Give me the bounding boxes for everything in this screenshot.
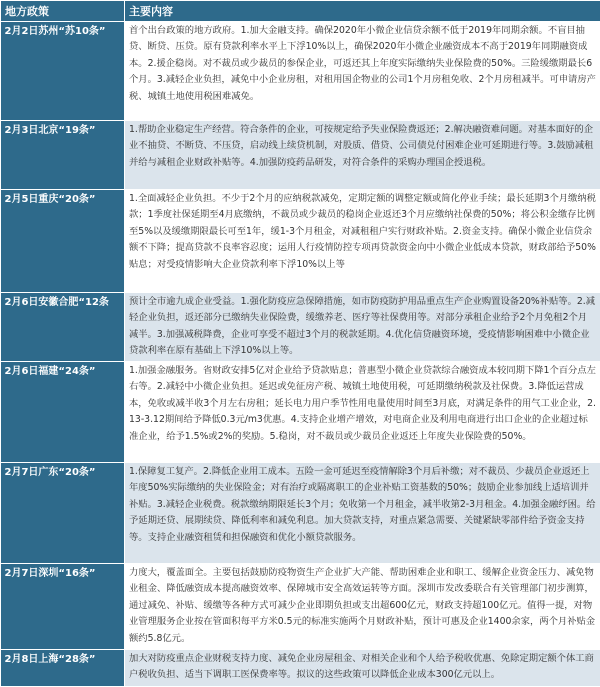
table-row <box>1 564 600 650</box>
table-row <box>1 293 600 362</box>
row-content: 1.全面减轻企业负担。不少于2个月的应纳税款减免，定期定额的调整定额或简化停业手续；最长延期3个月缴纳税款；1季度社保延期至4月底缴纳，不裁员或少裁员的稳岗企业返还3个月应缴纳社保费的50%；将公积金缴存比例至5%以及缓缴期限最长可至1年，缓1-3个月租金，对减租租户实行财政补贴。2.资金支持。确保小微企业信贷余额不下降；提高贷款不良率容忍度；运用人行疫情防控专项再贷款资金向中小微企业低成本贷款，财政部给予50%贴息；对受疫情影响大企业贷款利率下浮10%以上等 <box>125 190 600 293</box>
table-row <box>1 362 600 463</box>
row-region: 2月6日安徽合肥“12条 <box>1 293 125 362</box>
table-header-row <box>1 1 600 22</box>
row-content: 力度大，覆盖面全。主要包括鼓励防疫物资生产企业扩大产能、帮助困难企业和职工、缓解企业资金压力、减免物业租金、降低融资成本提高融资效率、保障城市安全高效运转等方面。深圳市发改委联合有关管理部门初步测算，通过减免、补贴、缓缴等各种方式可减少企业即期负担或支出超600亿元，财政支持超100亿元。值得一提，对物业管理服务企业按在管面积每平方米0.5元的标准实施两个月财政补贴，预计可惠及企业1400余家，两个月补贴金额约5.8亿元。 <box>125 564 600 650</box>
row-content: 1.帮助企业稳定生产经营。符合条件的企业，可按规定给予失业保险费返还；2.解决融资难问题。对基本面好的企业不抽贷、不断贷、不压贷，启动线上续贷机制，对股质、借贷、公司债兑付困难企业可延期进行等。3.鼓励减租并给与减租企业财政补贴等。4.加强防疫药品研发，对符合条件的采购办理国企授退税。 <box>125 121 600 190</box>
row-region: 2月5日重庆“20条” <box>1 190 125 293</box>
header-content: 主要内容 <box>125 1 600 22</box>
header-policy: 地方政策 <box>1 1 125 22</box>
row-content: 1.保障复工复产。2.降低企业用工成本。五险一金可延迟至疫情解除3个月后补缴；对不裁员、少裁员企业返还上年度50%实际缴纳的失业保险金；对有治疗或隔离职工的企业补贴工资基数的50%；鼓励企业参加线上适培训并补贴。3.减轻企业税费。税款缴纳期限延长3个月；免收第一个月租金，减半收第2-3月租金。4.加强金融纾困。给予延期还贷、展期续贷、降低利率和减免利息。加大贷款支持，对重点紧急需要、关键紧缺零部件给予资金支持等。支持企业融资租赁和担保融资和优化小额贷款服务。 <box>125 463 600 564</box>
row-region: 2月6日福建“24条” <box>1 362 125 463</box>
table-row <box>1 190 600 293</box>
row-content: 加大对防疫重点企业财税支持力度、减免企业房屋租金、对相关企业和个人给予税收优惠、免除定期定额个体工商户税收负担、适当下调职工医保费率等。拟议的这些政策可以降低企业成本300亿元以上。 <box>125 650 600 687</box>
table-row <box>1 121 600 190</box>
row-content: 1.加强金融服务。省财政安排5亿对企业给予贷款贴息；普惠型小微企业贷款综合融资成本较同期下降1个百分点左右等。2.减轻中小微企业负担。延迟或免征房产税、城镇土地使用税，可延期缴纳税款及社保费。3.降低运营成本，免收或减半收3个月左右房租；延长电力用户季节性用电量使用时间至3月底，对满足条件的用气工业企业，2.13-3.12期间给予降低0.3元/m3优惠。4.支持企业增产增效，对电商企业及利用电商进行出口企业的企业超过标准企业，给予1.5%或2%的奖励。5.稳岗，对不裁员或少裁员企业返还上年度失业保险费的50%。 <box>125 362 600 463</box>
row-region: 2月8日上海“28条” <box>1 650 125 687</box>
row-region: 2月2日苏州“苏10条” <box>1 22 125 121</box>
table-row <box>1 463 600 564</box>
row-region: 2月7日深圳“16条” <box>1 564 125 650</box>
row-region: 2月3日北京“19条” <box>1 121 125 190</box>
row-region: 2月7日广东“20条” <box>1 463 125 564</box>
table-row <box>1 650 600 687</box>
table-row <box>1 22 600 121</box>
row-content: 首个出台政策的地方政府。1.加大金融支持。确保2020年小微企业信贷余额不低于2019年同期余额。不盲目抽贷、断贷、压贷。原有贷款利率水平上下浮10%以上，确保2020年小微企业融资成本不高于2019年同期融资成本。2.援企稳岗。对不裁员或少裁员的参保企业，可返还其上年度实际缴纳失业保险费的50%。三险缓缴期最长6个月。3.减轻企业负担，减免中小企业房租，对租用国企物业的公司1个月房租免收、2个月房租减半。可申请房产税、城镇土地使用税困难减免。 <box>125 22 600 121</box>
row-content: 预计全市逾九成企业受益。1.强化防疫应急保障措施，如市防疫防护用品重点生产企业购置设备20%补贴等。2.减轻企业负担，返还部分已缴纳失业保险费，缓缴养老、医疗等社保费用等。对部分承租企业给予2个月免租2个月减半。3.加强减税降费，企业可享受不超过3个月的税款延期。4.优化信贷融资环境，受疫情影响困难中小微企业贷款利率在原有基础上下浮10%以上等。 <box>125 293 600 362</box>
